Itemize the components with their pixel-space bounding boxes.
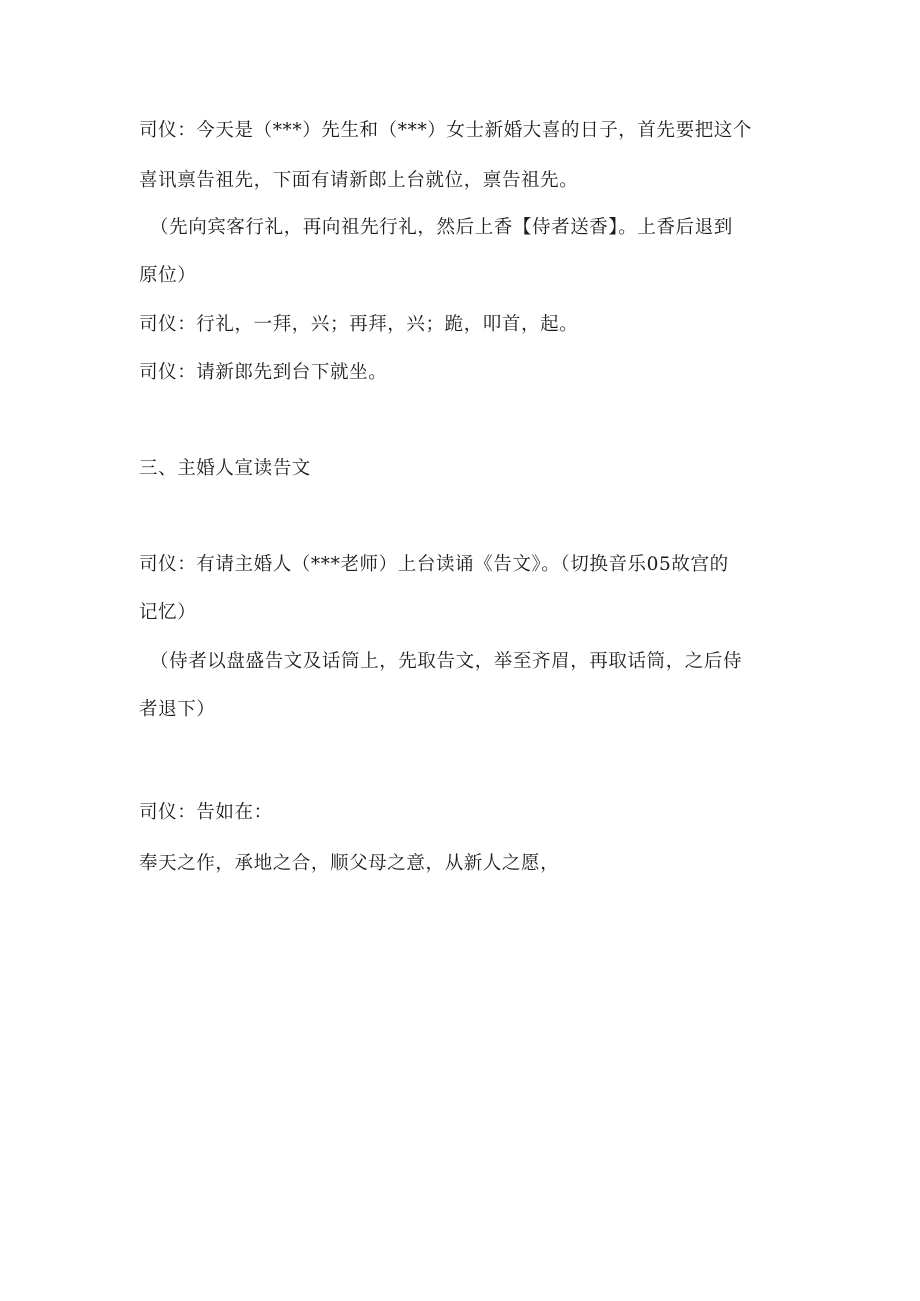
paragraph-line: 者退下） [139, 699, 216, 720]
paragraph-line: 奉天之作，承地之合，顺父母之意，从新人之愿， [139, 853, 560, 874]
paragraph-line: 记忆） [139, 602, 197, 623]
paragraph-line: 原位） [139, 265, 197, 286]
paragraph-line: （侍者以盘盛告文及话筒上，先取告文，举至齐眉，再取话筒，之后侍 [150, 651, 743, 672]
paragraph-line: 司仪：今天是（***）先生和（***）女士新婚大喜的日子，首先要把这个 [139, 120, 753, 141]
paragraph-line: 司仪：告如在： [139, 802, 273, 823]
paragraph-line: 司仪：请新郎先到台下就坐。 [139, 362, 388, 383]
paragraph-line: 司仪：行礼，一拜，兴；再拜，兴；跪，叩首，起。 [139, 314, 579, 335]
paragraph-line: 司仪：有请主婚人（***老师）上台读诵《告文》。（切换音乐05故宫的 [139, 554, 729, 575]
section-heading: 三、主婚人宣读告文 [139, 458, 311, 479]
paragraph-line: 喜讯禀告祖先，下面有请新郎上台就位，禀告祖先。 [139, 170, 579, 191]
paragraph-line: （先向宾客行礼，再向祖先行礼，然后上香【侍者送香】。上香后退到 [150, 217, 733, 238]
